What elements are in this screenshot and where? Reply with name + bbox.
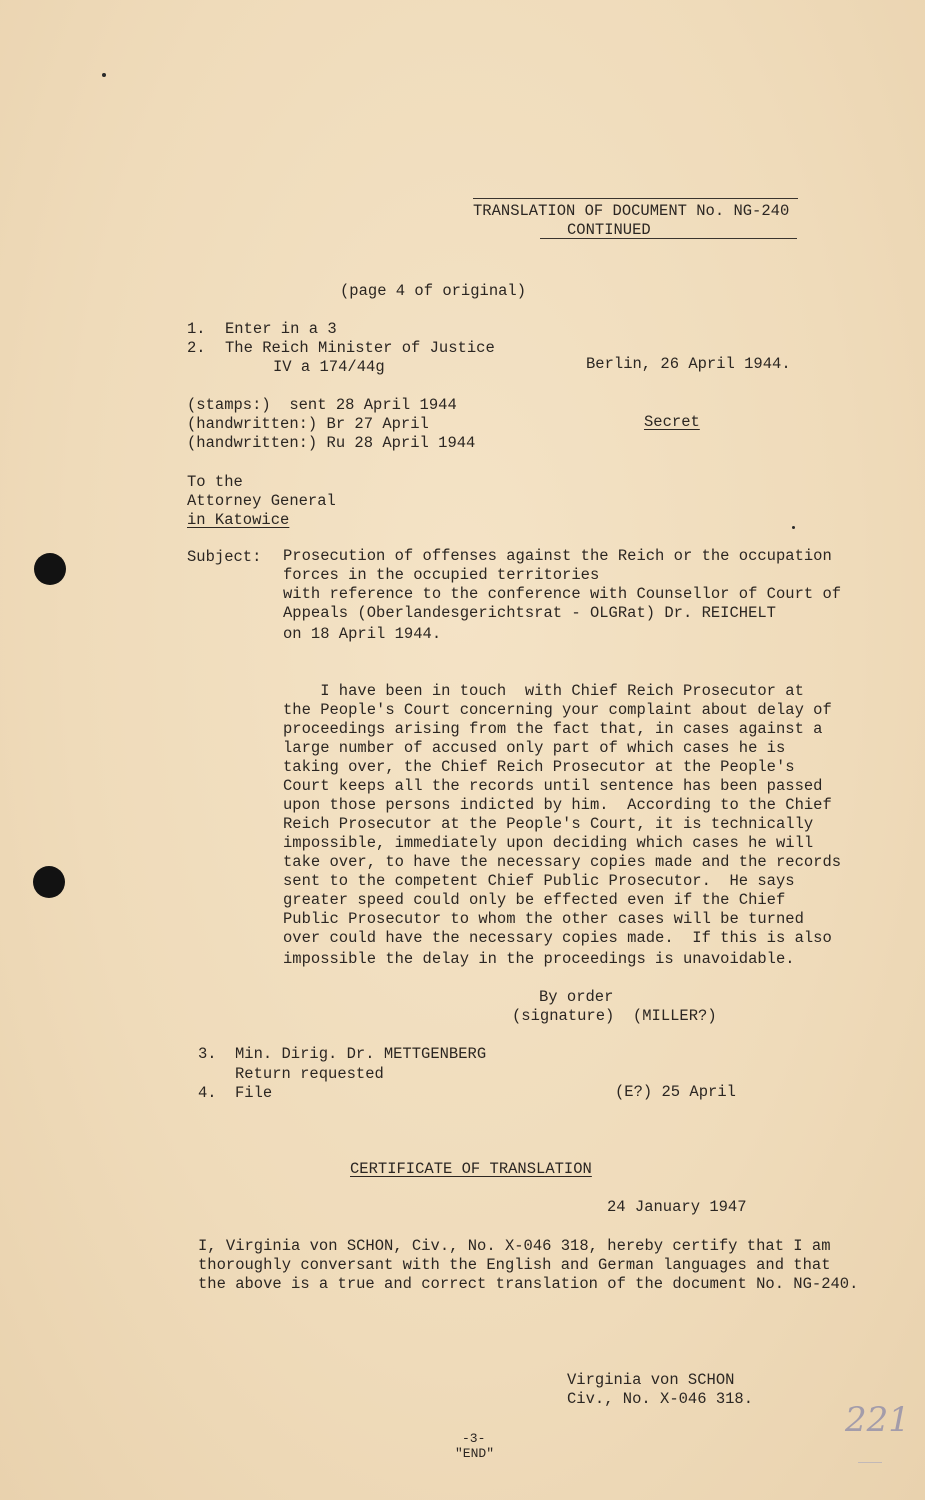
item-text: Min. Dirig. Dr. METTGENBERG [235,1045,487,1063]
subject-line: Appeals (Oberlandesgerichtsrat - OLGRat) Dr. REICHELT [283,604,776,622]
stamp-line: (handwritten:) Ru 28 April 1944 [187,434,476,452]
classification-mark: Secret [644,413,700,431]
stamp-line: (handwritten:) Br 27 April [187,415,429,433]
subject-line: Prosecution of offenses against the Reich or the occupation [283,547,832,565]
body-line: over could have the necessary copies made. If this is also [283,929,832,947]
body-line: greater speed could only be effected even if the Chief [283,891,786,909]
document-title: TRANSLATION OF DOCUMENT No. NG-240 [473,202,790,220]
punch-hole-top [34,553,66,585]
addressee-line: Attorney General [187,492,336,510]
body-line: Court keeps all the records until sentence has been passed [283,777,823,795]
margin-handwriting: 221 [845,1400,910,1440]
item-text: The Reich Minister of Justice [225,339,495,357]
end-mark: "END" [455,1446,495,1461]
item-number: 4. [198,1084,217,1102]
addressee-line: in Katowice [187,511,290,529]
page-number: -3- [462,1431,486,1446]
certificate-line: I, Virginia von SCHON, Civ., No. X-046 318, hereby certify that I am [198,1237,831,1255]
body-line: large number of accused only part of which cases he is [283,739,786,757]
speck [102,73,106,77]
initial-date: (E?) 25 April [615,1083,736,1101]
document-subtitle: CONTINUED [567,221,651,239]
speck [792,526,795,529]
certificate-title: CERTIFICATE OF TRANSLATION [350,1160,592,1178]
body-line: I have been in touch with Chief Reich Prosecutor at [283,682,804,700]
item-text: File [235,1084,273,1102]
punch-hole-bottom [33,866,65,898]
item-text: Enter in a 3 [225,320,337,338]
body-line: upon those persons indicted by him. According to the Chief [283,796,832,814]
item-text: Return requested [235,1065,384,1083]
certificate-date: 24 January 1947 [607,1198,747,1216]
body-line: sent to the competent Chief Public Prosecutor. He says [283,872,795,890]
addressee-line: To the [187,473,243,491]
certificate-line: the above is a true and correct translation of the document No. NG-240. [198,1275,859,1293]
subject-line: with reference to the conference with Counsellor of Court of [283,585,842,603]
certificate-line: thoroughly conversant with the English and German languages and that [198,1256,831,1274]
subject-line: on 18 April 1944. [283,625,442,643]
header-bottom-rule [540,238,797,239]
body-line: impossible the delay in the proceedings is unavoidable. [283,950,795,968]
subject-line: forces in the occupied territories [283,566,600,584]
body-line: Public Prosecutor to whom the other cases will be turned [283,910,804,928]
item-number: 1. [187,320,206,338]
place-date: Berlin, 26 April 1944. [586,355,791,373]
body-line: the People's Court concerning your complaint about delay of [283,701,832,719]
item-number: 3. [198,1045,217,1063]
margin-mark [858,1462,882,1463]
header-top-rule [473,198,798,199]
body-line: impossible, immediately upon deciding which cases he will [283,834,814,852]
item-number: 2. [187,339,206,357]
subject-label: Subject: [187,548,262,566]
body-line: taking over, the Chief Reich Prosecutor at the People's [283,758,795,776]
signer-id: Civ., No. X-046 318. [567,1390,754,1408]
signer-name: Virginia von SCHON [567,1371,735,1389]
stamp-line: (stamps:) sent 28 April 1944 [187,396,457,414]
reference-number: IV a 174/44g [273,358,385,376]
body-line: proceedings arising from the fact that, in cases against a [283,720,823,738]
body-line: take over, to have the necessary copies made and the records [283,853,842,871]
body-line: Reich Prosecutor at the People's Court, it is technically [283,815,814,833]
signoff-by-order: By order [539,988,614,1006]
signoff-signature: (signature) (MILLER?) [512,1007,717,1025]
page-note: (page 4 of original) [340,282,527,300]
